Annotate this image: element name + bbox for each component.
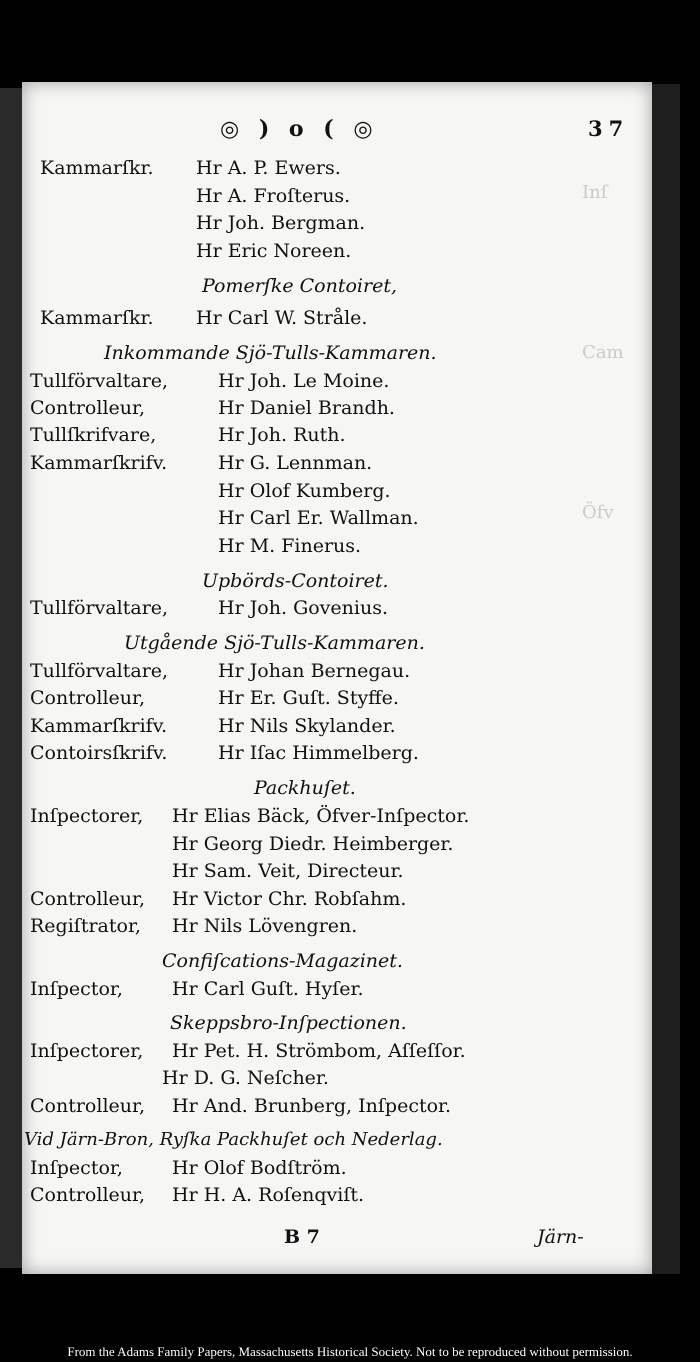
entry-name: Hr H. A. Roſenqviſt. <box>172 1184 365 1206</box>
entry-title: Kammarſkrifv. <box>30 452 168 474</box>
entry-title: Inſpectorer, <box>30 805 144 827</box>
section-heading: Confiſcations-Magazinet. <box>162 950 403 972</box>
entry-name: Hr D. G. Neſcher. <box>162 1067 329 1089</box>
entry-row <box>22 533 652 559</box>
section-heading: Inkommande Sjö-Tulls-Kammaren. <box>104 342 437 364</box>
entry-row <box>22 740 652 766</box>
entry-row <box>22 831 652 857</box>
bleed-through: Cam <box>582 342 624 363</box>
section-heading: Skeppsbro-Inſpectionen. <box>170 1012 407 1034</box>
page-number: 37 <box>588 116 630 141</box>
section-heading: Vid Järn-Bron, Ryſka Packhuſet och Nederlag. <box>24 1129 443 1150</box>
entry-title: Kammarſkr. <box>40 157 154 179</box>
entry-name: Hr M. Finerus. <box>218 535 362 557</box>
entry-row <box>22 685 652 711</box>
entry-name: Hr Daniel Brandh. <box>218 397 395 419</box>
entry-title: Controlleur, <box>30 397 146 419</box>
entry-row <box>22 155 652 181</box>
bleed-through: Inſ <box>582 182 608 203</box>
entry-title: Tullförvaltare, <box>30 660 169 682</box>
section-heading: Pomerſke Contoiret, <box>202 275 397 297</box>
entry-name: Hr A. Froſterus. <box>196 185 351 207</box>
entry-name: Hr Joh. Le Moine. <box>218 370 390 392</box>
entry-title: Kammarſkrifv. <box>30 715 168 737</box>
page-text <box>22 82 652 1274</box>
section-heading-row <box>22 568 652 594</box>
signature-mark: B 7 <box>284 1226 320 1248</box>
entry-name: Hr Joh. Bergman. <box>196 212 366 234</box>
entry-row <box>22 505 652 531</box>
header-ornament: ◎ ) o ( ◎ <box>220 116 379 142</box>
entry-title: Inſpector, <box>30 978 123 1000</box>
entry-row <box>22 450 652 476</box>
entry-row <box>22 183 652 209</box>
entry-row <box>22 803 652 829</box>
section-heading-row <box>22 630 652 656</box>
entry-name: Hr Pet. H. Strömbom, Aſſeſſor. <box>172 1040 466 1062</box>
entry-name: Hr Carl Er. Wallman. <box>218 507 419 529</box>
entry-row <box>22 422 652 448</box>
section-heading-row <box>22 1127 652 1153</box>
entry-name: Hr Sam. Veit, Directeur. <box>172 860 404 882</box>
entry-row <box>22 913 652 939</box>
entry-title: Inſpectorer, <box>30 1040 144 1062</box>
entry-row <box>22 1038 652 1064</box>
entry-name: Hr Er. Guſt. Styffe. <box>218 687 399 709</box>
entry-row <box>22 1155 652 1181</box>
section-heading: Utgående Sjö-Tulls-Kammaren. <box>124 632 425 654</box>
entry-name: Hr And. Brunberg, Inſpector. <box>172 1095 452 1117</box>
entry-row <box>22 1093 652 1119</box>
section-heading: Packhuſet. <box>254 777 356 799</box>
entry-name: Hr A. P. Ewers. <box>196 157 341 179</box>
entry-name: Hr Olof Bodſtröm. <box>172 1157 347 1179</box>
footer-row <box>22 1224 652 1250</box>
entry-row <box>22 1065 652 1091</box>
page-edge <box>650 84 680 1274</box>
entry-name: Hr Nils Skylander. <box>218 715 396 737</box>
section-heading-row <box>22 948 652 974</box>
entry-title: Controlleur, <box>30 888 146 910</box>
entry-row <box>22 858 652 884</box>
entry-title: Tullförvaltare, <box>30 597 169 619</box>
section-heading-row <box>22 1010 652 1036</box>
entry-row <box>22 368 652 394</box>
entry-name: Hr Nils Lövengren. <box>172 915 358 937</box>
entry-name: Hr Joh. Govenius. <box>218 597 388 619</box>
entry-title: Kammarſkr. <box>40 307 154 329</box>
entry-row <box>22 395 652 421</box>
entry-name: Hr G. Lennman. <box>218 452 373 474</box>
section-heading-row <box>22 340 652 366</box>
entry-name: Hr Georg Diedr. Heimberger. <box>172 833 454 855</box>
entry-row <box>22 238 652 264</box>
entry-row <box>22 595 652 621</box>
entry-row <box>22 886 652 912</box>
section-heading: Upbörds-Contoiret. <box>202 570 389 592</box>
entry-row <box>22 658 652 684</box>
entry-row <box>22 478 652 504</box>
entry-title: Controlleur, <box>30 1184 146 1206</box>
book-page <box>22 82 652 1274</box>
entry-name: Hr Olof Kumberg. <box>218 480 391 502</box>
entry-name: Hr Joh. Ruth. <box>218 424 346 446</box>
bleed-through: Öfv <box>582 502 614 523</box>
entry-name: Hr Iſac Himmelberg. <box>218 742 419 764</box>
header-ornament-row <box>22 116 652 142</box>
entry-title: Regiſtrator, <box>30 915 141 937</box>
entry-name: Hr Elias Bäck, Öfver-Inſpector. <box>172 805 470 827</box>
copyright-caption: From the Adams Family Papers, Massachusetts Historical Society. Not to be reproduced without permission. <box>67 1344 633 1359</box>
entry-name: Hr Eric Noreen. <box>196 240 352 262</box>
catchword: Järn- <box>537 1226 584 1248</box>
entry-title: Controlleur, <box>30 1095 146 1117</box>
entry-title: Tullſkrifvare, <box>30 424 157 446</box>
section-heading-row <box>22 775 652 801</box>
entry-title: Contoirsſkrifv. <box>30 742 168 764</box>
entry-row <box>22 1182 652 1208</box>
entry-row <box>22 976 652 1002</box>
section-heading-row <box>22 273 652 299</box>
entry-row <box>22 210 652 236</box>
entry-name: Hr Victor Chr. Robſahm. <box>172 888 407 910</box>
entry-row <box>22 713 652 739</box>
entry-title: Inſpector, <box>30 1157 123 1179</box>
entry-row <box>22 305 652 331</box>
entry-name: Hr Carl W. Stråle. <box>196 307 368 329</box>
entry-title: Tullförvaltare, <box>30 370 169 392</box>
entry-name: Hr Carl Guſt. Hyſer. <box>172 978 364 1000</box>
entry-title: Controlleur, <box>30 687 146 709</box>
entry-name: Hr Johan Bernegau. <box>218 660 411 682</box>
